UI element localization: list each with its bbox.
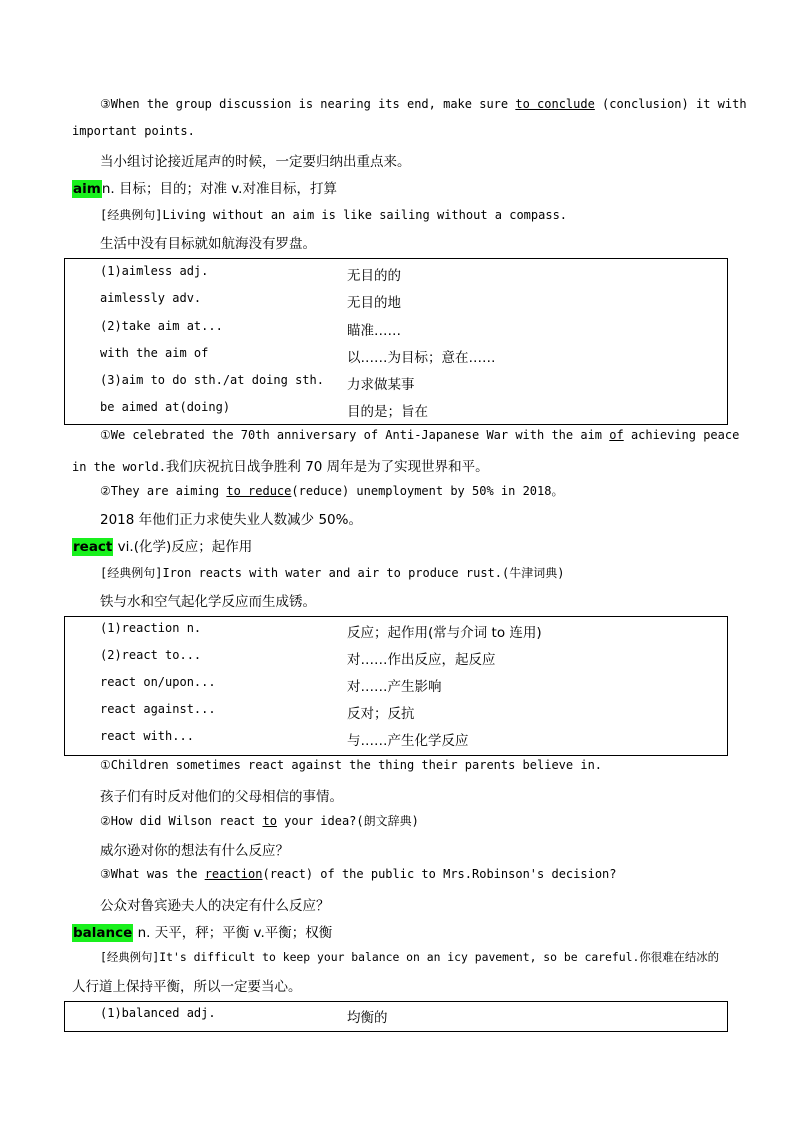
headword-aim: aim xyxy=(73,181,101,197)
answer-underline: of xyxy=(609,428,624,442)
example-sentence: ②They are aiming to reduce(reduce) unemployment by 50% in 2018。 xyxy=(100,484,564,498)
example-translation: 孩子们有时反对他们的父母相信的事情。 xyxy=(100,789,343,805)
example-sentence: ①We celebrated the 70th anniversary of Anti-Japanese War with the aim of achieving peace xyxy=(100,428,740,442)
example-translation: 威尔逊对你的想法有什么反应？ xyxy=(100,843,289,859)
example-sentence: ③What was the reaction(react) of the public to Mrs.Robinson's decision? xyxy=(100,867,617,881)
example-sentence: ①Children sometimes react against the thing their parents believe in. xyxy=(100,758,603,772)
classic-example: [经典例句]Iron reacts with water and air to produce rust.(牛津词典) xyxy=(100,566,565,580)
example-sentence: ③When the group discussion is nearing its end, make sure to conclude (conclusion) it with xyxy=(100,97,747,111)
answer-underline: reaction xyxy=(204,867,263,881)
example-translation: 公众对鲁宾逊夫人的决定有什么反应？ xyxy=(100,898,330,914)
example-sentence-cont: important points. xyxy=(72,124,195,138)
balance-phrase-table: (1)balanced adj. 均衡的 xyxy=(64,1001,728,1032)
answer-underline: to xyxy=(262,814,277,828)
headword-react: react xyxy=(73,539,113,555)
headword-balance: balance xyxy=(73,925,133,941)
word-entry-aim: aimn. 目标；目的；对准 v.对准目标，打算 xyxy=(73,181,337,197)
classic-translation: 生活中没有目标就如航海没有罗盘。 xyxy=(100,236,316,252)
word-entry-balance: balance n. 天平，秤；平衡 v.平衡；权衡 xyxy=(73,925,333,941)
classic-translation: 人行道上保持平衡，所以一定要当心。 xyxy=(72,979,302,995)
react-phrase-table: (1)reaction n. 反应；起作用(常与介词 to 连用) (2)react to... 对……作出反应，起反应 react on/upon... 对……产生影响 react against... 反对；反抗 react with... 与……产生化学反应 xyxy=(64,616,728,756)
answer-underline: to reduce xyxy=(226,484,292,498)
classic-translation: 铁与水和空气起化学反应而生成锈。 xyxy=(100,594,316,610)
example-sentence-cont: in the world.我们庆祝抗日战争胜利 70 周年是为了实现世界和平。 xyxy=(72,459,489,475)
aim-phrase-table: (1)aimless adj. 无目的的 aimlessly adv. 无目的地 (2)take aim at... 瞄准…… with the aim of 以……为目标；意在…… (3)aim to do sth./at doing sth. 力求做某事 be aimed at(doing) 目的是；旨在 xyxy=(64,258,728,425)
word-entry-react: react vi.(化学)反应；起作用 xyxy=(73,539,253,555)
answer-underline: to conclude xyxy=(515,97,595,111)
classic-example: [经典例句]It's difficult to keep your balance on an icy pavement, so be careful.你很难在结冰的 xyxy=(100,950,720,964)
example-sentence: ②How did Wilson react to your idea?(朗文辞典) xyxy=(100,814,419,828)
classic-example: [经典例句]Living without an aim is like sailing without a compass. xyxy=(100,208,568,222)
example-translation: 当小组讨论接近尾声的时候，一定要归纳出重点来。 xyxy=(100,154,411,170)
example-translation: 2018 年他们正力求使失业人数减少 50%。 xyxy=(100,512,362,528)
